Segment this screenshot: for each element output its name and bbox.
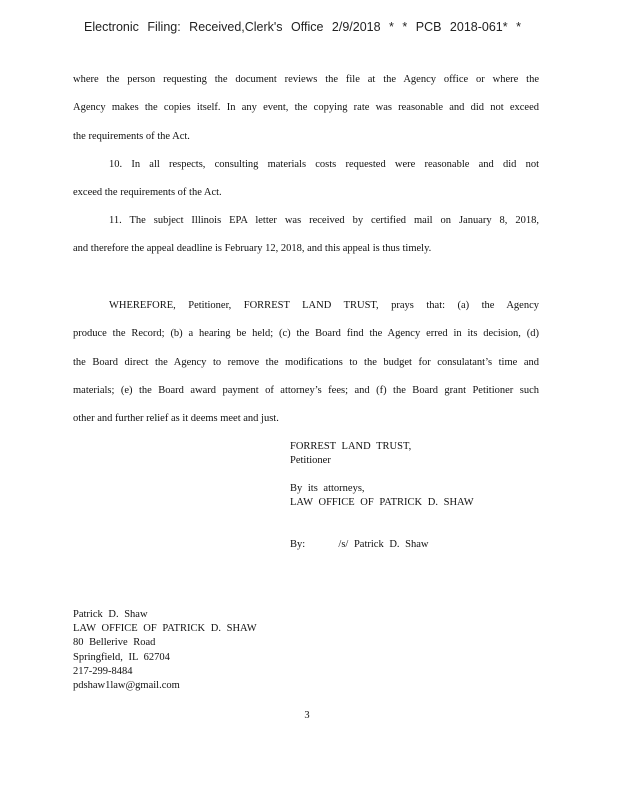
party-role: Petitioner — [290, 455, 331, 466]
text-line: materials; (e) the Board award payment of attorney’s fees; and (f) the Board grant Petitioner such — [73, 384, 539, 396]
contact-street: 80 Bellerive Road — [73, 637, 156, 649]
contact-firm: LAW OFFICE OF PATRICK D. SHAW — [73, 623, 257, 635]
signature-party — [290, 440, 550, 468]
contact-name: Patrick D. Shaw — [73, 609, 148, 620]
signature-attorneys — [290, 482, 550, 510]
text-line: 11. The subject Illinois EPA letter was received by certified mail on January 8, 2018, — [109, 215, 539, 226]
text-line: 10. In all respects, consulting materials costs requested were reasonable and did not — [109, 159, 539, 170]
attorney-contact-block — [73, 608, 333, 693]
text-line: and therefore the appeal deadline is February 12, 2018, and this appeal is thus timely. — [73, 243, 432, 255]
text-line: exceed the requirements of the Act. — [73, 187, 222, 199]
signature-line — [290, 538, 550, 552]
paragraph-11 — [73, 207, 539, 264]
paragraph-10 — [73, 151, 539, 208]
party-name: FORREST LAND TRUST, — [290, 441, 412, 452]
electronic-signature: /s/ Patrick D. Shaw — [338, 539, 429, 550]
page-number: 3 — [304, 710, 310, 721]
law-firm-name: LAW OFFICE OF PATRICK D. SHAW — [290, 497, 474, 508]
contact-email: pdshaw1law@gmail.com — [73, 680, 180, 692]
paragraph-wherefore — [73, 292, 539, 433]
text-line: where the person requesting the document reviews the file at the Agency office or where the — [73, 74, 539, 85]
by-attorneys-line: By its attorneys, — [290, 483, 365, 494]
text-line: Agency makes the copies itself. In any event, the copying rate was reasonable and did not exceed — [73, 102, 539, 114]
text-line: the Board direct the Agency to remove the modifications to the budget for consulatant’s time and — [73, 356, 539, 368]
filing-header: Electronic Filing: Received,Clerk's Office 2/9/2018 * * PCB 2018-061* * — [84, 20, 521, 34]
text-line: WHEREFORE, Petitioner, FORREST LAND TRUST, prays that: (a) the Agency — [109, 300, 539, 311]
text-line: other and further relief as it deems meet and just. — [73, 413, 279, 425]
text-line: produce the Record; (b) a hearing be held; (c) the Board find the Agency erred in its decision, (d) — [73, 328, 539, 340]
contact-phone: 217-299-8484 — [73, 665, 133, 677]
paragraph-copying-rate — [73, 66, 539, 151]
contact-city: Springfield, IL 62704 — [73, 651, 170, 663]
text-line: the requirements of the Act. — [73, 130, 190, 142]
by-label: By: — [290, 539, 306, 550]
